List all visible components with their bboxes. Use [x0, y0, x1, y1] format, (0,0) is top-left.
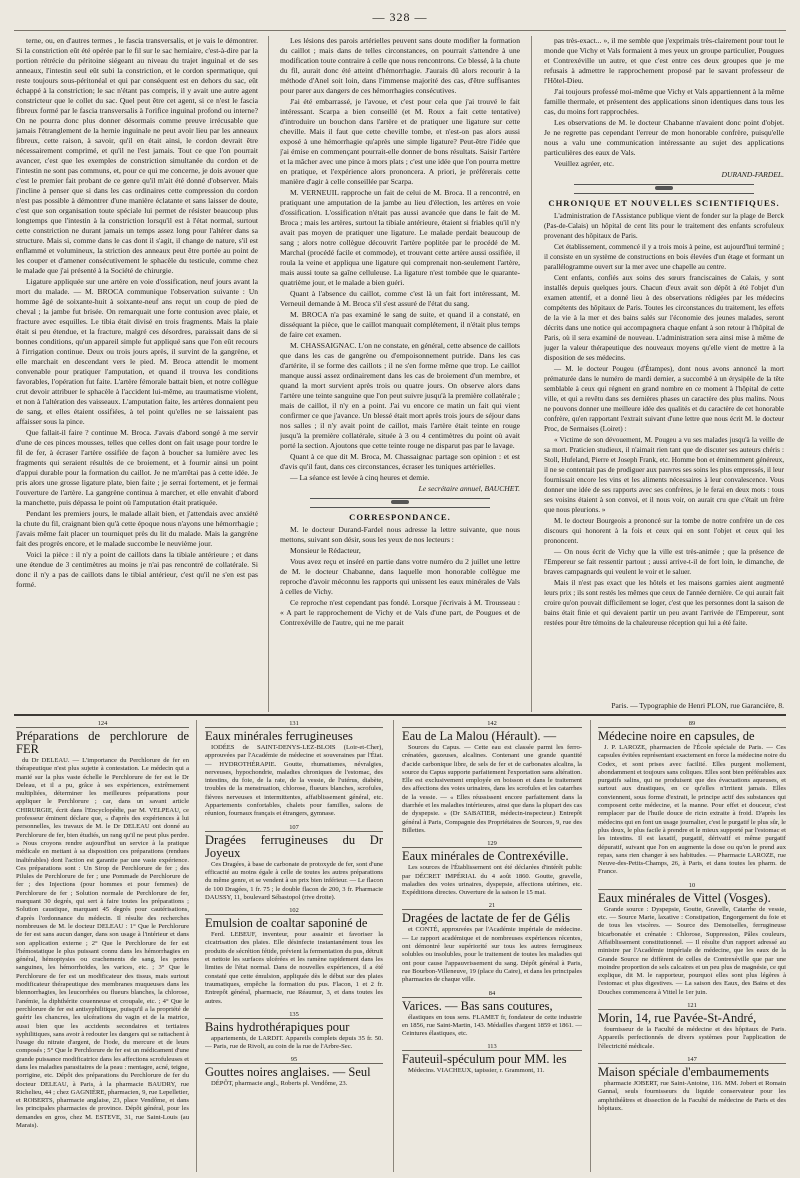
advertisement: [402, 840, 582, 897]
correspondence-heading: CORRESPONDANCE.: [349, 512, 451, 522]
ads-column-2: [205, 720, 383, 1172]
paragraph: M. CHASSAIGNAC. L'on ne constate, en général, cette absence de caillots que dans les cas de gangrène ou d'empoisonnement putride. Dans les cas d'artérite, il se forme des caillots ; il ne s'en forme même que trop. Le caillot manque aussi assez ordinairement dans les cas de broiement d'un membre, et quand la mort survient après trois ou quatre jours. On observe alors dans l'artère une teinte sanguine que l'on peut suivre jusqu'à la première collatérale ; mais de caillot, il n'y en a point. J'ai vu encore ce matin un fait qui vient confirmer ce que j'avance. Un blessé était mort après trois jours de séjour dans nos salles ; il n'y avait point de caillot, mais l'artère était teinte en rouge jusqu'à la première collatérale, située à 3 ou 4 centimètres du point où avait porté la section. Ajoutons que cette teinte rouge ne disparut pas par le lavage.: [280, 341, 520, 450]
ad-number: 102: [205, 907, 383, 915]
ad-number: 121: [598, 1002, 786, 1010]
paragraph: M. le docteur Durand-Fardel nous adresse la lettre suivante, que nous mettons, suivant son désir, sous les yeux de nos lecteurs :: [280, 525, 520, 544]
ad-body: du Dr DELEAU. — L'importance du Perchlorure de fer en thérapeutique n'est plus sujette à contestation. Le médecin qui a manié sur la plus vaste échelle le Perchlorure de fer est le Dr Deleau, et il a pu, grâce à ses expériences, extrêmement multipliées, déterminer les meilleures préparations pour appliquer le Perchlorure ; car, dans un savant article CHIRURGIE, écrit dans l'Encyclopédie, par M. VELPEAU, ce professeur éminent déclare que, « d'après des expériences à lui personnelles, les travaux de M. le Dr DELEAU ont donné au Perchlorure de fer, bien étudiés, un rang qu'il ne peut plus perdre. » Nous croyons rendre aujourd'hui un service à la pratique médicale en mettant à sa disposition ces préparations (rendues inaltérables) dont l'action est garantie par une vaste expérience. Ces préparations sont : Un Sirop de Perchlorure de fer ; des Pilules de Perchlorure de fer ; une Pommade de Perchlorure de fer ; des Injections (pour hommes et pour femmes) de Perchlorure de fer ; Solution normale de Perchlorure de fer, marquant 30 degrés, qui sert à faire toutes les préparations ; Solution caustique, marquant 45 degrés pour cautérisations, d'après l'ordonnance du médecin. Il résulte des recherches nombreuses de M. le docteur DELEAU : 1° Que le Perchlorure de fer est sans aucun danger, dans son usage à l'intérieur et dans son application externe ; 2° Que le Perchlorure de fer est l'hémostatique le plus puissant connu dans les hémorrhagies en général, hémoptysies ou crachements de sang, les pertes sanguines, les hémorrhoïdes, les varices, etc. ; 3° Que le Perchlorure de fer est un modificateur des tissus, mais surtout modificateur thérapeutique des membranes muqueuses dans les blennorrhagies, les leucorrhées ou flueurs blanches, la chlorose, l'anémie, la diphthérite couenneuse et croupale, etc. ; 4° Que le perchlorure de fer est antisyphilitique, puisqu'il a la propriété de guérir les chancres, les ulcérations du vagin et de la matrice, aussi bien que les accidents secondaires et tertiaires syphilitiques, sans avoir à redouter les dangers qui se rattachent à l'usage du nitrate d'argent, de l'iode, du mercure et de leurs composés ; 5° Que le Perchlorure de fer est un médicament d'une grande puissance modificatrice dans les affections scrofuleuses et dans les maladies parasitaires de la peau : mentagre, acné, teigne, porrigine, etc. Dépôt des préparations du Perchlorure de fer du docteur DELEAU, à Paris, à la pharmacie BAUDRY, rue Richelieu, 44 ; chez GAGNIÈRE, pharmacien, 9, rue Lepelletier, et ROBERTS, pharmacie anglaise, 23, place Vendôme, et dans les principales pharmacies de province. Dépôt général, pour les demandes en gros, chez M. ESTEVE, 31, rue Saint-Louis (au Marais).: [16, 757, 189, 1130]
advertisement: [205, 907, 383, 1006]
ad-body: et CONTÉ, approuvées par l'Académie impériale de médecine. — Le rapport académique et de nombreuses expériences récentes, ont démontré leur supériorité sur tous les autres ferrugineux solubles ou insolubles, pour le traitement de toutes les maladies qui ont pour cause l'appauvrissement du sang. Dépôt général à Paris, rue Bourbon-Villeneuve, 19 (place du Caire), et dans les principales pharmacies de chaque ville.: [402, 926, 582, 984]
ad-title: Emulsion de coaltar saponiné de: [205, 916, 368, 931]
ornament-divider: [574, 184, 754, 194]
ad-number: 113: [402, 1043, 582, 1051]
paragraph: Vous avez reçu et inséré en partie dans votre numéro du 2 juillet une lettre de M. le docteur Chabanne, dans laquelle mon honorable collègue me reproche d'avoir méconnu les rapports qui unissent les eaux minérales de Vals à celles de Vichy.: [280, 557, 520, 596]
paragraph: Voici la pièce : il n'y a point de caillots dans la tibiale antérieure ; et dans une étendue de 3 centimètres au moins je n'ai pas rencontré de collatérale. Si donc il n'y a pas de caillots dans le tibial antérieur, c'est qu'il ne s'en est pas formé.: [16, 550, 258, 589]
advertisement: [402, 720, 582, 835]
ad-number: 124: [16, 720, 189, 728]
column-divider: [393, 720, 394, 1172]
ad-body: IODÉES de SAINT-DENYS-LEZ-BLOIS (Loir-et-Cher), approuvées par l'Académie de médecine et souveraines par l'État. — HYDROTHÉRAPIE. Goutte, rhumatismes, névralgies, nerveuses, hypochondrie, maladies chroniques de l'estomac, des intestins, du foie, de la rate, de la vessie, de l'utérus, diabète, troubles de la menstruation, chlorose, flueurs blanches, scrofules, fièvres nerveuses et intermittentes, affaiblissement général, etc. Appartements confortables, chalets pour familles, salons de réunion, fournaux français et étrangers, gymnase.: [205, 744, 383, 818]
paragraph: Que fallait-il faire ? continue M. Broca. J'avais d'abord songé à me servir d'une de ces pinces mousses, telles que celles dont on fait usage pour tordre le fil de fer, à écraser l'artère ossifiée de façon à boucher sa lumière avec les fragments qui seraient résultés de ce broiement, et à fournir ainsi un point d'appui durable pour la formation du caillot. Je ne m'arrêtai pas à cette idée. Je pris alors une grosse ligature plate, bien faite ; je serrai fortement, et je fermai l'ouverture de l'artère. La gangrène continua à marcher, et elle envahit d'abord la manchette, puis dépassa le point où l'amputation était pratiquée.: [16, 428, 258, 507]
ad-title: Médecine noire en capsules, de: [598, 729, 755, 743]
ad-body: Médecins. VIACHEUX, tapissier, r. Grammont, 11.: [408, 1067, 545, 1075]
paragraph: Ligature appliquée sur une artère en voie d'ossification, neuf jours avant la mort du malade. — M. BROCA communique l'observation suivante : Un homme âgé de soixante-huit à soixante-neuf ans reçut un coup de pied de cheval ; la jambe fut brisée. On remarquait une forte contusion avec plaie, et fracture avec esquilles. Le tibia était divisé en trois fragments. Mais la plaie était si peu étendue, et la fracture, malgré ces désordres, paraissait dans de si bonnes conditions, qu'un appareil simple fut appliqué sans que l'on eût recours à l'irrigation continue. Deux ou trois jours après, il survint de la gangrène, et elle marchait en descendant vers le pied. M. Broca attendit le moment convenable pour pratiquer l'amputation, et quand il trouva les conditions favorables, l'opération fut faite. L'artère fémorale battait bien, et notre collègue crut devoir attribuer le sphacèle à l'accident lui-même, au traumatisme violent, et non à l'altération des vaisseaux. L'amputation faite, les artères donnaient peu de sang, et elles étaient ossifiées, à tel point qu'elles ne se laissaient pas affaisser sous la pince.: [16, 277, 258, 426]
ad-number: 135: [205, 1011, 383, 1019]
ad-title: Eaux minérales de Contrexéville.: [402, 849, 569, 864]
column-divider: [268, 36, 269, 712]
paragraph: L'administration de l'Assistance publique vient de fonder sur la plage de Berck (Pas-de-Calais) un hôpital de cent lits pour le traitement des enfants scrofuleux provenant des hôpitaux de Paris.: [544, 212, 784, 240]
advertisement: [205, 1056, 383, 1088]
ad-body: Ces Dragées, à base de carbonate de protoxyde de fer, sont d'une efficacité au moins égale à celle de toutes les autres préparations du même genre, et se vendent à un prix bien inférieur. — Le flacon de 100 Dragées, 1 fr. 75 ; le double flacon de 200, 3 fr. Pharmacie DAUSSY, 11, boulevard Sébastopol (rive droite).: [205, 860, 383, 901]
ad-number: 147: [598, 1056, 786, 1064]
advertisement: [598, 882, 786, 997]
author-signature: DURAND-FARDEL.: [721, 170, 784, 179]
ad-title: Maison spéciale d'embaumements: [598, 1064, 769, 1079]
page-number: — 328 —: [372, 10, 428, 24]
paragraph: « Victime de son dévouement, M. Pougeu a vu ses malades jusqu'à la veille de sa mort. Praticien studieux, il n'aimait rien tant que de discuter ses auteurs chéris : Stoll, Hufeland, Pierre et Joseph Frank, etc. Homme bon et éminemment généreux, il ne se contentait pas de prodiguer aux pauvres ses soins les plus empressés, il leur fournissait encore les vins et les aliments nécessaires à leur convalescence. Vous donner une idée de ses rapports avec ses confrères, je le ferai en deux mots : tous ses voisins étaient à son convoi, et il nous voir, on aurait cru que c'était un frère que nous pleurions. »: [544, 436, 784, 514]
paragraph: Pendant les premiers jours, le malade allait bien, et j'attendais avec anxiété la chute du fil, craignant bien qu'à cette époque nous n'ayons une hémorrhagie ; j'avais même fait placer un tourniquet près du lit du malade. Mais la gangrène fait des progrès encore, et le malade succombe le neuvième jour.: [16, 509, 258, 548]
advertisement: [205, 824, 383, 902]
ad-body: fournisseur de la Faculté de médecine et des hôpitaux de Paris. Appareils perfectionnés de divers systèmes pour l'application de l'électricité médicale.: [598, 1026, 786, 1050]
article-column-2: [280, 36, 520, 712]
advertisement: [598, 1002, 786, 1051]
advertisement: [598, 720, 786, 877]
article-column-1: [16, 36, 258, 712]
ad-number: 95: [205, 1056, 383, 1064]
paragraph: pas très-exact... », il me semble que j'exprimais très-clairement pour tout le monde que Vichy et Vals formaient à mes yeux un groupe particulier, Pougues et Contrexéville un autre, et que c'est entre ces deux groupes que je me refusais à admettre le rapprochement proposé par le savant professeur de l'Hôtel-Dieu.: [544, 36, 784, 85]
ad-number: 10: [598, 882, 786, 890]
paragraph: Cent enfants, confiés aux soins des sœurs franciscaines de Calais, y sont installés depuis quelques jours. Chacun d'eux avait son dépôt à été l'objet d'un examen attentif, et a donné lieu à des observations rédigées par les médecins compétents des hôpitaux de Paris. Toutes les circonstances du traitement, les effets de la vie à la mer et des bains salés sur l'économie des jeunes malades, seront décrits dans une notice qui accompagnera chaque enfant à son retour à l'hôpital de Paris, où il sera examiné de nouveau. L'administration sera ainsi mise à même de juger la valeur thérapeutique des nouveaux moyens qu'elle vient de mettre à la disposition de ses médecins.: [544, 274, 784, 362]
paragraph: Mais il n'est pas exact que les hôtels et les maisons garnies aient augmenté leurs prix ; ils sont restés les mêmes que ceux de l'année dernière. Ce qui aurait fait croire qu'on pouvait difficilement se loger, c'est que les personnes dont la saison de bains était finie et qui devaient partir un peu avant l'arrivée de l'Empereur, sont restées pour être témoins de la chaleureuse réception qui lui a été faite.: [544, 579, 784, 627]
column-divider: [531, 36, 532, 712]
paragraph: Ce reproche n'est cependant pas fondé. Lorsque j'écrivais à M. Trousseau : « A part le rapprochement de Vichy et de Vals d'une part, de Pougues et de Contrexéville de l'autre, qui ne me parait: [280, 598, 520, 627]
ads-column-4: [598, 720, 786, 1172]
advertisement-rule: [14, 714, 786, 716]
column-divider: [590, 720, 591, 1172]
ad-title: Varices. — Bas sans coutures,: [402, 998, 553, 1013]
ad-title: Préparations de perchlorure de FER: [16, 729, 189, 756]
advertisement: [16, 720, 189, 1130]
header-rule: [14, 30, 786, 31]
ad-title: Eau de La Malou (Hérault). —: [402, 729, 557, 743]
ad-body: pharmacie JOBERT, rue Saint-Antoine, 116. MM. Jobert et Romain Gannal, seuls fournisseurs du liquide conservateur pour les amphithéâtres et dissection de la Faculté de médecine de Paris et des hôpitaux.: [598, 1079, 786, 1112]
printer-imprint: Paris. — Typographie de Henri PLON, rue Garancière, 8.: [611, 701, 784, 710]
paragraph: M. BROCA n'a pas examiné le sang de suite, et quand il a constaté, en disséquant la pièce, que le caillot manquait complétement, il n'était plus temps de faire cet examen.: [280, 310, 520, 339]
paragraph: Cet établissement, commencé il y a trois mois à peine, est aujourd'hui terminé ; il consiste en un système de constructions en bois élevées d'un étage et formant un parallélogramme ouvert sur la mer avec une chapelle au centre.: [544, 243, 784, 271]
ad-body: élastiques en tous sens. FLAMET fr, fondateur de cette industrie en 1856, rue Saint-Martin, 143. Médailles d'argent 1859 et 1861. — Ceintures élastiques, etc.: [402, 1013, 582, 1038]
ad-body: Ferd. LEBEUF, inventeur, pour assainir et favoriser la cicatrisation des plaies. Elle désinfecte instantanément tous les produits de sécrétion fétide, prévient la fermentation du pus, détruit et nettoie les surfaces ulcérées et les ramène rapidement dans les limites de l'état normal. Dans de nouvelles expériences, il a été constaté que cette émulsion, appliquée dès le début sur des plaies traumatiques, empêche la formation du pus. Flacon, 1 et 2 fr. Entrepôt général, pharmacie, rue Réaumur, 3, et dans toutes les autres.: [205, 931, 383, 1005]
chronicle-heading: CHRONIQUE ET NOUVELLES SCIENTIFIQUES.: [548, 198, 780, 208]
ornament-divider: [310, 498, 490, 508]
secretary-signature: Le secrétaire annuel, BAUCHET.: [418, 484, 520, 493]
paragraph: — On nous écrit de Vichy que la ville est très-animée ; que la présence de l'Empereur se fait ressentir partout ; aussi arrive-t-il de fort loin, le dimanche, de braves campagnards qui veulent le voir et le saluer.: [544, 548, 784, 576]
ad-number: 142: [402, 720, 582, 728]
paragraph: Quant à ce que dit M. Broca, M. Chassaignac partage son opinion : et est d'avis qu'il faut, dans ces circonstances, écraser les tuniques artérielles.: [280, 452, 520, 471]
article-column-3: [544, 36, 784, 712]
ad-number: 84: [402, 990, 582, 998]
ad-title: Morin, 14, rue Pavée-St-André,: [598, 1011, 757, 1026]
ad-body: J. P. LAROZE, pharmacien de l'École spéciale de Paris. — Ces capsules évitées représentant exactement en force la médecine noire du Codex, et sont prises avec facilité. Elles purgent mollement, abondamment et toujours sans coliques. Elles sont bien préférables aux purgatifs salins, qui ne produisent que des évacuations aqueuses, et surtout aux drastiques, en ce qu'elles n'irritent jamais. Elles conviennent, sous forme d'extrait, le principe actif des substances qui composent cette médecine, et la manne. Pour effet et douceur, c'est remplacer par de l'huile douce de ricin extraite à froid. D'après les médecins qui en font un usage journalier, c'est le purgatif le plus sûr, le plus doux, le plus facile à prendre et le mieux supporté par l'estomac et les intestins. Il est laxatif, purgatif, dérivatif et même purgatif dépuratif, suivant que l'on en augmente la dose ou qu'on le prend aux repas, sans rien changer à ses habitudes. — Pharmacie LAROZE, rue Neuve-des-Petits-Champs, 26, à Paris, et dans toutes les pharm. de France.: [598, 744, 786, 876]
ad-number: 21: [402, 902, 582, 910]
paragraph: Monsieur le Rédacteur,: [290, 546, 361, 555]
paragraph: terne, ou, en d'autres termes , le fascia transversalis, et je vais le démontrer. Si la constriction eût été opérée par le fil sur le sac herniaire, c'est-à-dire par la portion rétrécie du péritoine siégeant au niveau du trajet inguinal et de ses anneaux, l'intestin seul eût subi la constriction, et le cordon spermatique, qui reste toujours sous-péritonéal et qui par conséquent est en dehors du sac, eût échappé à la constriction; le sac n'étant pas compris, il y avait une autre agent constricteur que le collet du sac. Quel peut être cet agent, si ce n'est le fascia fibreux formé par le fascia transversalis à l'orifice inguinal profond ou interne? On ne pourra donc plus donner désormais comme preuve irrécusable que jamais l'étranglement de la hernie inguinale ne peut avoir lieu par les anneaux fibreux, cette raison, à savoir, qu'il en était ainsi, le cordon devrait être nécessairement comprimé, et qu'il ne l'est jamais. Tout ce que l'on pourrait avancer, c'est que les exemples de constriction simultanée du cordon et de l'intestin ne sont pas communs, et, pour ce qui me concerne, je dois avouer que c'est le premier fait probant de ce genre qu'il m'ait été donné d'observer. Mais j'incline à penser que si dans les cas ordinaires cette compression du cordon n'est pas possible à démontrer d'une manière éclatante et sans laisser de doute, c'est que son organisation toute spéciale lui permet de résister beaucoup plus longtemps que l'intestin à la constriction lorsqu'il est à l'état normal, surtout cette constriction ne durant jamais un temps assez long pour l'altérer dans sa structure. Mais si, comme dans le cas dont il s'agit, il change de nature, s'il est enflammé et volumineux, la striction des anneaux peut être portée au point de les couper et d'amener consécutivement le sphacèle du testicule, comme chez le malade que j'ai présenté à la Société de chirurgie.: [16, 36, 258, 275]
ad-number: 131: [205, 720, 383, 728]
advertisement: [205, 1011, 383, 1052]
paragraph: J'ai toujours professé moi-même que Vichy et Vals appartiennent à la même famille thermale, et présentent des applications sinon identiques dans tous les cas, du moins fort rapprochées.: [544, 87, 784, 116]
advertisement: [402, 1043, 582, 1075]
column-divider: [196, 720, 197, 1172]
ad-body: Sources du Capus. — Cette eau est classée parmi les ferro-crénatées, gazeuses, alcalines. Contenant une grande quantité d'acide carbonique libre, de sels de fer et de carbonates alcalins, la source du Capus supporte parfaitement l'exportation sans altération. Elle est exclusivement employée en boisson et dans le traitement des affections des voies urinaires, dans les scrofules et les catarrhes de la vessie. — « Elles réussissent encore parfaitement dans la diarrhée et les maladies intérieures, ainsi que dans la plupart des cas de dyspepsie. » (Dr SABATIER, médecin-inspecteur.) Entrepôt général à Paris, Compagnie des Propriétaires de Sources, 9, rue des Billettes.: [402, 744, 582, 834]
advertisement: [402, 902, 582, 984]
paragraph: M. le docteur Bourgeois a prononcé sur la tombe de notre confrère un de ces discours qui honorent à la fois et ceux qui en sont l'objet et ceux qui les prononcent.: [544, 517, 784, 545]
ad-number: 89: [598, 720, 786, 728]
ad-body: Grande source : Dyspepsie, Goutte, Gravelle, Catarrhe de vessie, etc. — Source Marie, laxative : Constipation, Engorgement du foie et de tous les viscères. — Source des Demoiselles, ferrugineuse bicarbonatée et crénatée : Chlorose, Suppression, Pâles couleurs, Affaiblissement constitutionnel. — Il résulte d'un rapport adressé au ministre par l'Académie impériale de médecine, que les eaux de la Grande Source ne diffèrent de celles de Contrexéville que par une moindre proportion de sels calcaires et un peu plus de magnésie, ce qui explique, dit M. le rapporteur, pourquoi elles sont plus légères à l'estomac et plus digestives. — La saison des Eaux, des Bains et des Douches commencera à Vittel le 1er juin.: [598, 905, 786, 996]
ad-title: Dragées ferrugineuses du Dr Joyeux: [205, 832, 383, 860]
ads-column-3: [402, 720, 582, 1172]
ad-title: Eaux minérales de Vittel (Vosges).: [598, 890, 771, 905]
ad-body: appartements, de LARDIT. Appareils complets depuis 35 fr. 50. — Paris, rue de Rivoli, au coin de la rue de l'Arbre-Sec.: [205, 1034, 383, 1051]
paragraph: Les observations de M. le docteur Chabanne n'avaient donc point d'objet. Je ne regrette pas cependant l'erreur de mon honorable confrère, puisqu'elle nous a valu une communication intéressante au sujet des applications particulières des eaux de Vals.: [544, 118, 784, 157]
ad-title: Gouttes noires anglaises. — Seul: [205, 1065, 371, 1080]
ad-body: DÉPÔT, pharmacie angl., Roberts pl. Vendôme, 23.: [211, 1080, 348, 1088]
ad-title: Dragées de lactate de fer de Gélis: [402, 911, 570, 926]
ad-title: Eaux minérales ferrugineuses: [205, 729, 353, 743]
ad-number: 129: [402, 840, 582, 848]
paragraph: Quant à l'absence du caillot, comme c'est là un fait fort intéressant, M. Verneuil demande à M. Broca s'il s'est assuré de l'état du sang.: [280, 289, 520, 308]
ad-number: 107: [205, 824, 383, 832]
paragraph: — M. le docteur Pougeu (d'Étampes), dont nous avons annoncé la mort prématurée dans le numéro de mardi dernier, a succombé à un érysipèle de la tête semblable à ceux qui régnent en grand nombre en ce moment à l'hôpital de cette ville, et qui a revêtu dans ses dernières phases un caractère des plus malins. Nous ne pouvons donner une meilleure idée des qualités et du caractère de cet honorable confrère, qu'en rapportant l'extrait suivant d'une lettre que nous écrit M. le docteur Proc, de Sermaises (Loiret) :: [544, 365, 784, 433]
paragraph: J'ai été embarrassé, je l'avoue, et c'est pour cela que j'ai trouvé le fait intéressant. Scarpa a bien conseillé (et M. Roux a fait cette tentative) d'introduire un bouchon dans l'artère et de pratiquer une ligature sur cette cheville. Mais il faut que cette cheville tombe, et n'est-on pas alors aussi exposé à une hémorrhagie qu'après une simple ligature? Peut-être l'idée que j'ai émise en commençant pourrait-elle donner de bons résultats. Saisir l'artère et la mâcher avec une pince à mors plats ; c'est une idée que l'on pourra mettre en pratique, et l'expérience alors prononcera. A priori, je préférerais cette manière d'agir à celle conseillée par Scarpa.: [280, 97, 520, 186]
advertisement: [598, 1056, 786, 1113]
ads-column-1: [16, 720, 189, 1172]
paragraph: Les lésions des parois artérielles peuvent sans doute modifier la formation du caillot ; mais dans de telles circonstances, on pourrait s'attendre à une modification toute contraire à celle que nous rencontrons. Ce blessé, à la chute du fil, aurait donc été atteint d'hémorrhagie. J'aurais dû alors recourir à la méthode d'Anel soit loin, dans l'immense majorité des cas, d'être suffisantes pour parer aux dangers de ces hémorrhagies consécutives.: [280, 36, 520, 95]
ad-title: Fauteuil-spéculum pour MM. les: [402, 1052, 567, 1067]
paragraph: Veuillez agréer, etc.: [554, 159, 614, 168]
advertisement: [402, 990, 582, 1039]
advertisement: [205, 720, 383, 819]
closing-note: — La séance est levée à cinq heures et demie.: [290, 473, 430, 482]
paragraph: M. VERNEUIL rapproche un fait de celui de M. Broca. Il a rencontré, en pratiquant une amputation de la jambe au lieu d'élection, les artères en voie d'ossification. L'ossification n'était pas aussi avancée que dans le fait de M. Broca ; mais les artères, surtout la tibiale antérieure, étaient si friables qu'il n'y avait pas moyen de pratiquer une ligature. Le malade perdait beaucoup de sang ; alors notre collègue découvrit l'artère poplitée par le procédé de M. Marchal (procédé facile et commode), et trouvant cette artère aussi ossifiée, il roula la veine et appliqua une ligature qui comprenait non-seulement l'artère, mais aussi toute sa gaîne celluleuse. La ligature n'est tombée que le quarante-quatrième jour, et le malade a bien guéri.: [280, 188, 520, 287]
ad-body: Les sources de l'Établissement ont été déclarées d'intérêt public par DÉCRET IMPÉRIAL du 4 août 1860. Goutte, gravelle, maladies des voies urinaires, dyspepsie, affections utérines, etc. Expéditions directes. Ouverture de la saison le 15 mai.: [402, 864, 582, 897]
ad-title: Bains hydrothérapiques pour: [205, 1019, 350, 1034]
